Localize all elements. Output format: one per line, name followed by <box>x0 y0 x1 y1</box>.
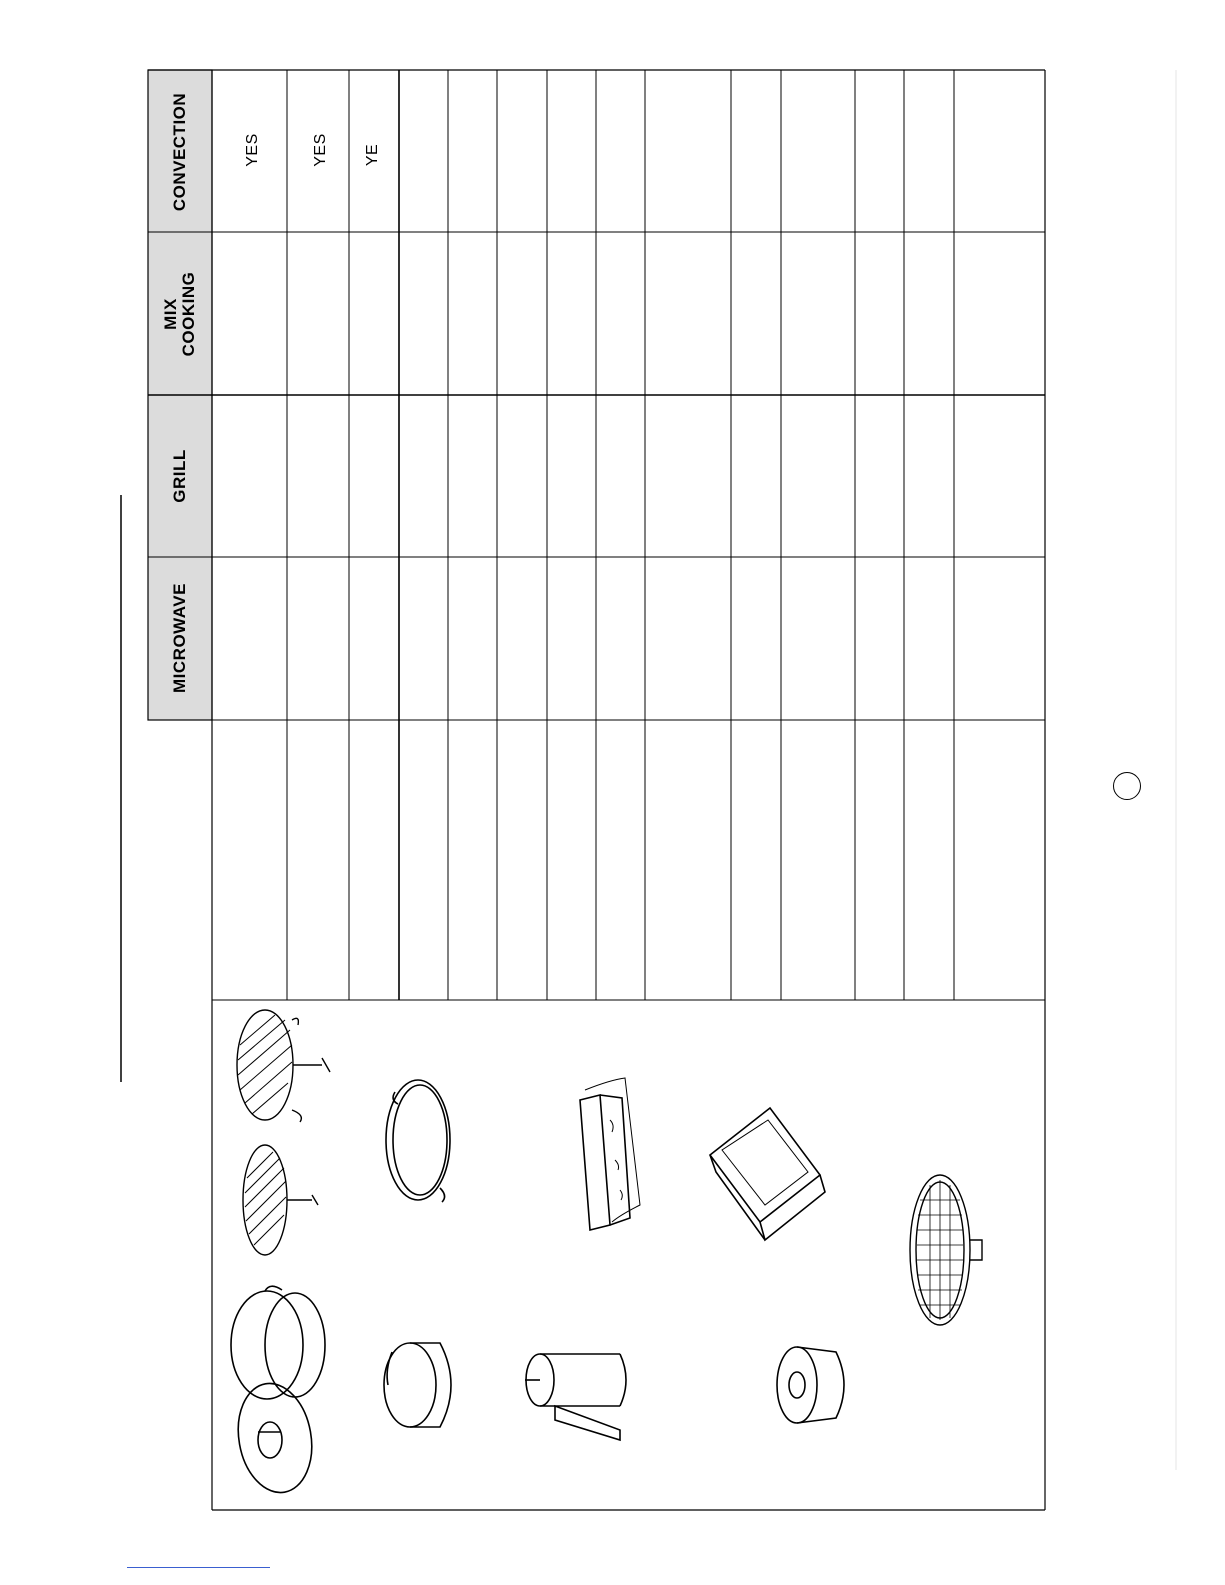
baking-tray-icon <box>386 1080 450 1202</box>
convection-value-row1: YES <box>244 133 261 167</box>
header-microwave: MICROWAVE <box>170 583 189 693</box>
ring-mould-icon <box>777 1347 844 1423</box>
convection-value-row3: YE <box>364 143 381 167</box>
header-mix-cooking <box>162 272 198 357</box>
convection-value-row2: YES <box>312 133 329 167</box>
foil-tray-icon <box>580 1078 640 1230</box>
row-separators <box>287 70 954 1000</box>
header-convection: CONVECTION <box>170 92 189 212</box>
round-dish-icon <box>384 1343 451 1427</box>
header-mix-line2: COOKING <box>179 271 198 357</box>
header-mix-line1: MIX <box>161 298 180 330</box>
paper-towel-roll-icon <box>525 1354 626 1440</box>
covered-casserole-icon <box>230 1286 325 1498</box>
grid-plate-icon <box>910 1175 982 1325</box>
grill-racks-icon <box>237 1010 330 1255</box>
header-grill: GRILL <box>170 449 189 503</box>
loaf-tin-icon <box>710 1108 825 1240</box>
page-marker-circle <box>1113 772 1141 800</box>
link-underline[interactable] <box>127 1567 270 1568</box>
